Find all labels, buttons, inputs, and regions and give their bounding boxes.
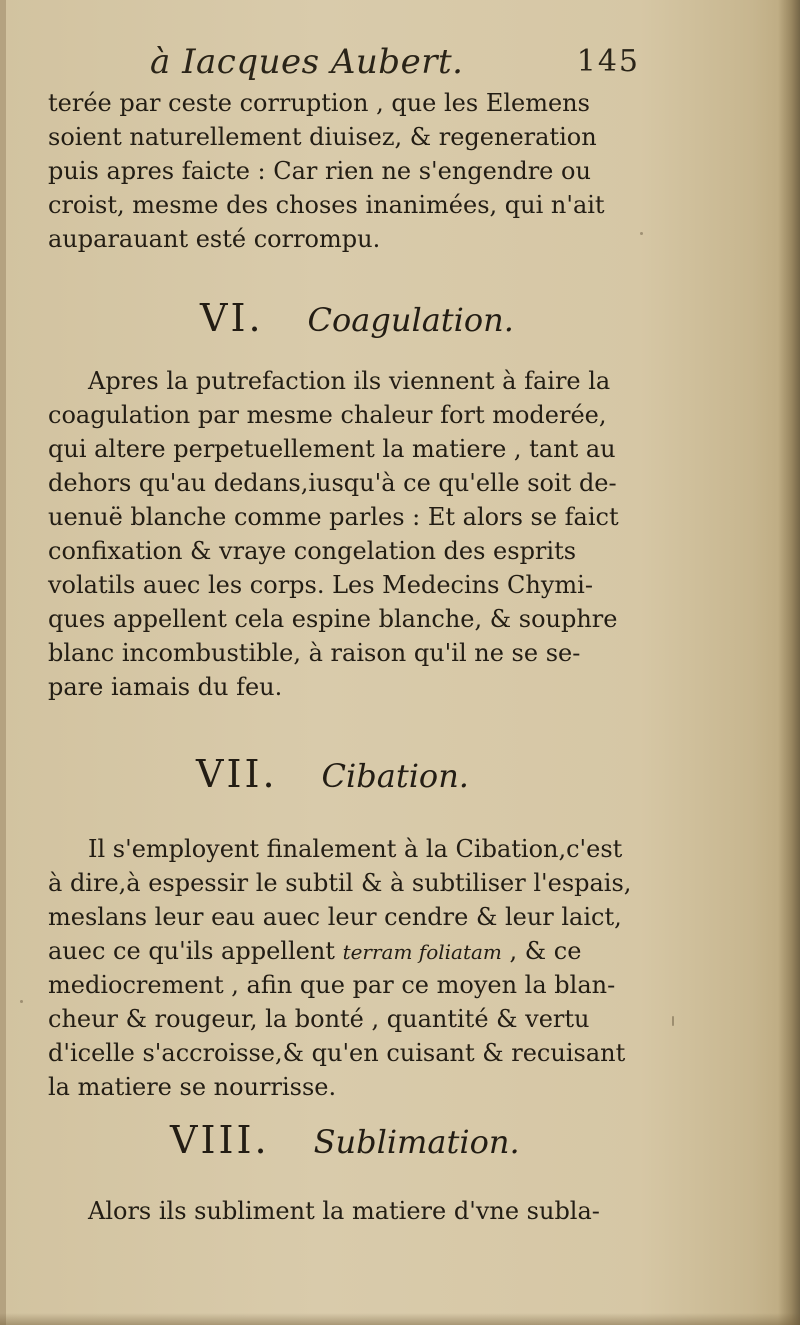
text-segment: , & ce: [509, 937, 582, 965]
section-7-heading: [196, 752, 469, 796]
text-line: croist, mesme des choses inanimées, qui n'ait: [48, 191, 605, 219]
italic-phrase: terram foliatam: [342, 940, 502, 964]
section-6-heading: [200, 296, 514, 340]
section-6-title: Coagulation.: [307, 301, 514, 339]
text-line: volatils auec les corps. Les Medecins Chymi-: [48, 571, 593, 599]
section-7-number: VII.: [196, 752, 278, 796]
text-line: meslans leur eau auec leur cendre & leur laict,: [48, 903, 622, 931]
text-line: coagulation par mesme chaleur fort moderée,: [48, 401, 607, 429]
running-head-title: à Iacques Aubert.: [150, 42, 464, 82]
paper-fleck: [672, 1016, 674, 1026]
text-line: confixation & vraye congelation des esprits: [48, 537, 577, 565]
page-bottom-edge: [0, 1313, 800, 1325]
text-line: terée par ceste corruption , que les Elemens: [48, 89, 590, 117]
text-line: mediocrement , afin que par ce moyen la blan-: [48, 971, 616, 999]
page-number: 145: [576, 44, 640, 79]
section-6-paragraph: [48, 364, 660, 704]
text-line: Apres la putrefaction ils viennent à faire la: [88, 367, 611, 395]
text-line: Alors ils subliment la matiere d'vne subla-: [88, 1197, 600, 1225]
section-8-title: Sublimation.: [313, 1123, 520, 1161]
text-line: [48, 934, 660, 968]
text-line: à dire,à espessir le subtil & à subtiliser l'espais,: [48, 869, 632, 897]
page-left-edge: [0, 0, 6, 1325]
text-line: ques appellent cela espine blanche, & souphre: [48, 605, 618, 633]
section-8-number: VIII.: [170, 1118, 270, 1162]
text-line: dehors qu'au dedans,iusqu'à ce qu'elle soit de-: [48, 469, 617, 497]
section-7-paragraph: [48, 832, 660, 1104]
text-line: blanc incombustible, à raison qu'il ne se se-: [48, 639, 581, 667]
running-head: [150, 42, 650, 86]
text-line: la matiere se nourrisse.: [48, 1073, 337, 1101]
text-line: soient naturellement diuisez, & regeneration: [48, 123, 597, 151]
text-line: uenuë blanche comme parles : Et alors se faict: [48, 503, 619, 531]
text-line: puis apres faicte : Car rien ne s'engendre ou: [48, 157, 591, 185]
text-line: pare iamais du feu.: [48, 673, 283, 701]
section-6-number: VI.: [200, 296, 264, 340]
paper-fleck: [20, 1000, 23, 1003]
section-7-title: Cibation.: [321, 757, 469, 795]
text-line: d'icelle s'accroisse,& qu'en cuisant & recuisant: [48, 1039, 626, 1067]
text-line: qui altere perpetuellement la matiere , tant au: [48, 435, 616, 463]
page-right-edge: [778, 0, 800, 1325]
text-line: auparauant esté corrompu.: [48, 225, 381, 253]
section-8-paragraph: [48, 1194, 660, 1228]
section-8-heading: [170, 1118, 520, 1162]
text-line: cheur & rougeur, la bonté , quantité & vertu: [48, 1005, 590, 1033]
paragraph-1: [48, 86, 660, 256]
text-line: Il s'employent finalement à la Cibation,c'est: [88, 835, 623, 863]
text-segment: auec ce qu'ils appellent: [48, 937, 335, 965]
